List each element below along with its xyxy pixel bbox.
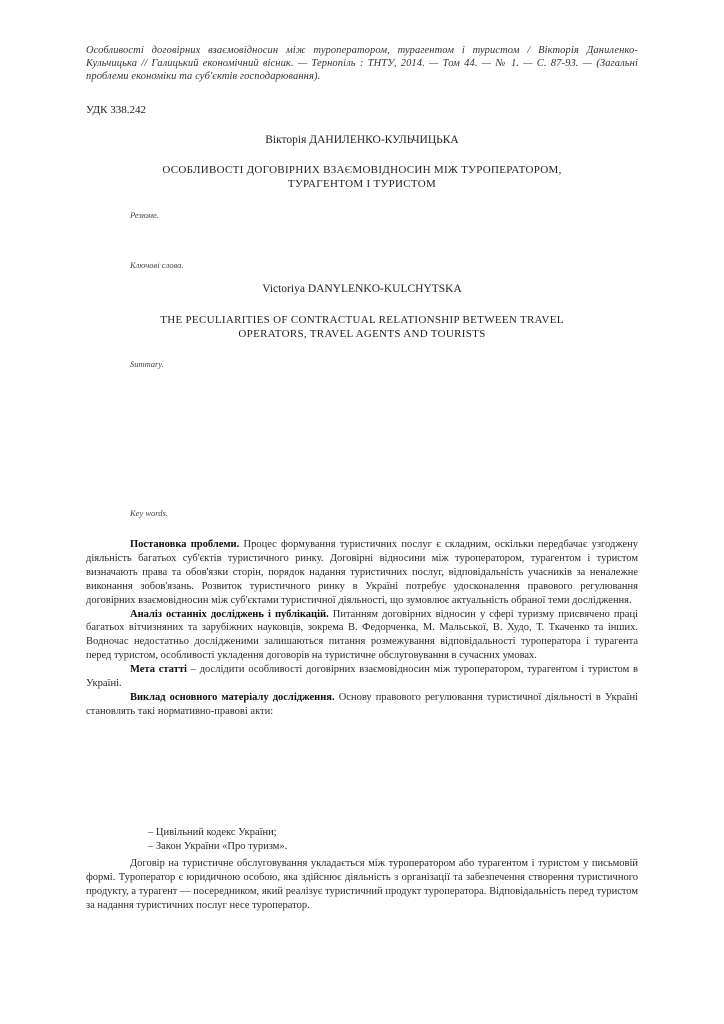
- paragraph-contract: Договір на туристичне обслуговування укладається між туроператором або турагентом і туристом у письмовій формі. Туроператор є юридичною особою, яка здійснює діяльність з організації та забезпечення створення туристичного продукту, а турагент — посередником, який реалізує туристичний продукт туроператора. Відповідальність перед туристом за надання туристичних послуг несе туроператор.: [86, 858, 638, 911]
- title-en-line-1: THE PECULIARITIES OF CONTRACTUAL RELATIONSHIP BETWEEN TRAVEL: [160, 314, 564, 326]
- author-name-en: Victoriya DANYLENKO-KULCHYTSKA: [262, 283, 462, 295]
- list-item: – Цивільний кодекс України;: [148, 827, 277, 838]
- citation-block: Особливості договірних взаємовідносин між туроператором, турагентом і туристом / Вікторія Даниленко-Кульчицька // Галицький економічний вісник. — Тернопіль : ТНТУ, 2014. — Том 44. — № 1. — С. 87-93. — (Загальні проблеми економіки та суб'єктів господарювання).: [86, 45, 638, 82]
- title-uk-line-1: ОСОБЛИВОСТІ ДОГОВІРНИХ ВЗАЄМОВІДНОСИН МІЖ ТУРОПЕРАТОРОМ,: [162, 164, 562, 176]
- title-en-line-2: OPERATORS, TRAVEL AGENTS AND TOURISTS: [238, 328, 486, 340]
- text-problem-statement: Процес формування туристичних послуг є складним, оскільки передбачає узгоджену діяльність багатьох суб'єктів туристичного ринку. Договірні відносини між туроператором, турагентом і туристом визначають права та обов'язки сторін, порядок надання туристичних послуг, відповідальність учасників за неналежне виконання зобов'язань. Розвиток туристичного ринку в Україні потребує удосконалення правового регулювання договірних взаємовідносин між суб'єктами туристичної діяльності, що зумовлює актуальність обраної теми дослідження.: [86, 539, 638, 606]
- udc-code: УДК 338.242: [86, 104, 147, 116]
- text-article-goal: – дослідити особливості договірних взаємовідносин між туроператором, турагентом і туристом в Україні.: [86, 664, 638, 690]
- keywords-label-uk: Ключові слова.: [130, 260, 184, 270]
- list-item: – Закон України «Про туризм».: [148, 841, 288, 852]
- paragraph-main-material: [86, 691, 638, 719]
- heading-literature-review: Аналіз останніх досліджень і публікацій.: [130, 608, 329, 620]
- heading-main-material: Виклад основного матеріалу дослідження.: [130, 691, 335, 703]
- legal-acts-list: [148, 826, 287, 854]
- paragraph-problem-statement: [86, 538, 638, 608]
- paragraph-article-goal: [86, 663, 638, 691]
- summary-label-uk: Резюме.: [130, 210, 159, 220]
- article-body: [86, 538, 638, 719]
- article-body-continued: [86, 857, 638, 913]
- heading-problem-statement: Постановка проблеми.: [130, 539, 240, 550]
- heading-article-goal: Мета статті: [130, 664, 187, 676]
- article-title-uk: [60, 163, 664, 191]
- text-literature-review: Питанням договірних відносин у сфері туризму присвячено праці багатьох вітчизняних та зарубіжних науковців, зокрема В. Федорченка, М. Мальської, В. Худо, Т. Ткаченко та інших. Водночас недостатньо дослідженими залишаються питання розмежування відповідальності туроператора і турагента перед туристом, особливості укладення договорів на туристичне обслуговування в сучасних умовах.: [86, 608, 638, 662]
- paragraph-literature-review: [86, 608, 638, 664]
- summary-label-en: Summary.: [130, 359, 164, 369]
- author-name-uk: Вікторія ДАНИЛЕНКО-КУЛЬЧИЦЬКА: [265, 134, 459, 146]
- text-main-material: Основу правового регулювання туристичної діяльності в Україні становлять такі нормативно-правові акти:: [86, 691, 638, 717]
- title-uk-line-2: ТУРАГЕНТОМ І ТУРИСТОМ: [287, 178, 437, 190]
- keywords-label-en: Key words.: [130, 508, 168, 518]
- article-title-en: [60, 313, 664, 341]
